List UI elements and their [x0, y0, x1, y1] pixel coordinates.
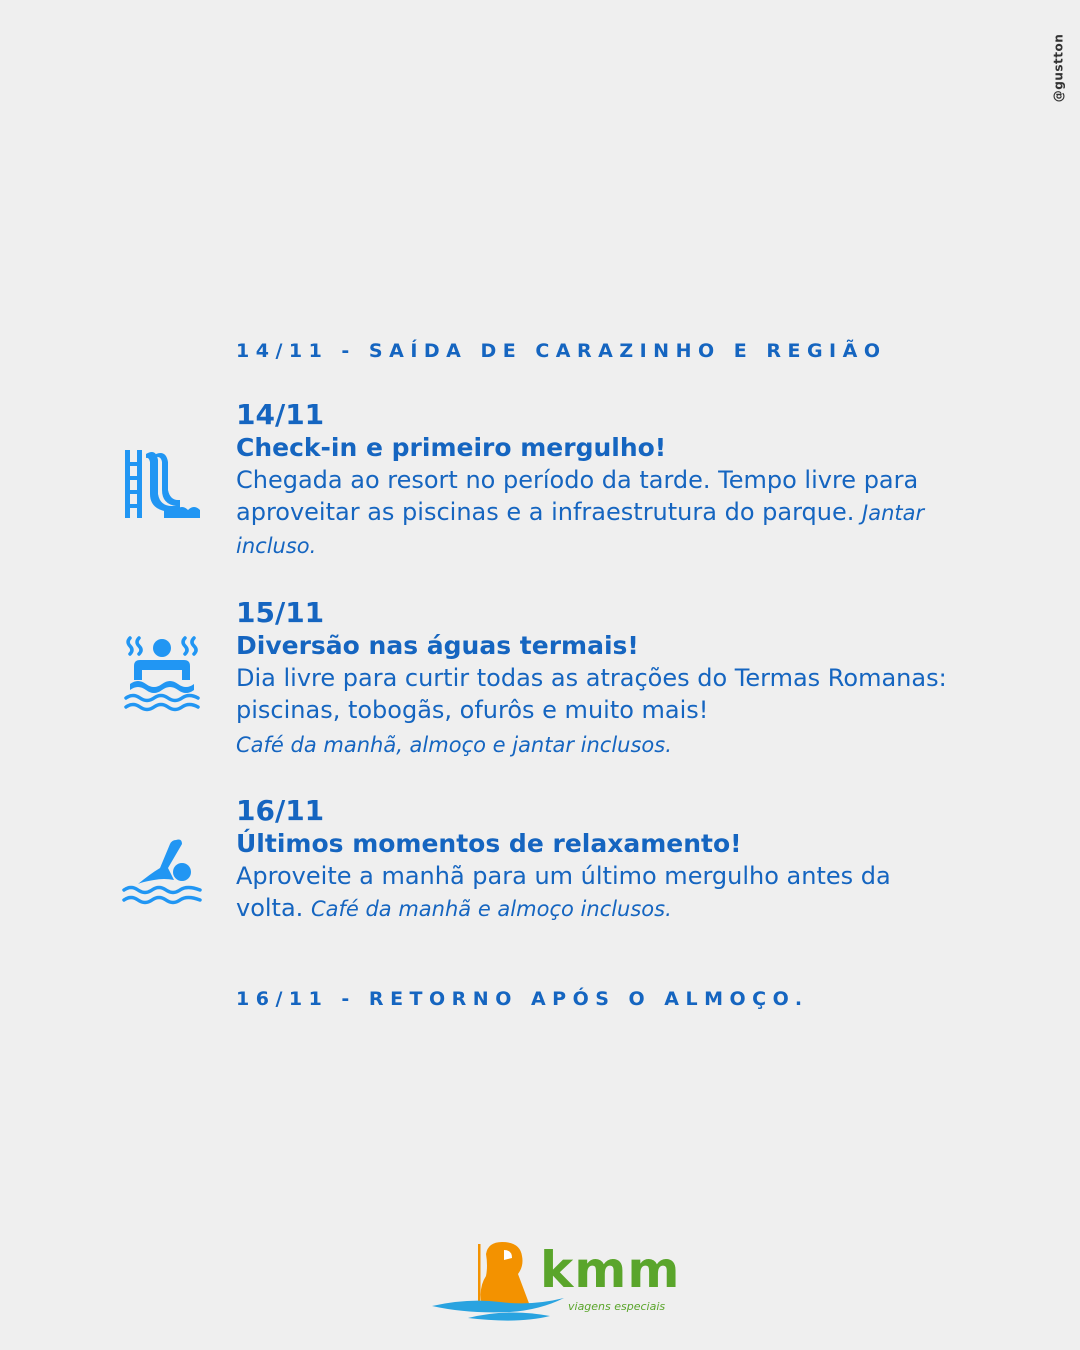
day-title: Diversão nas águas termais!	[236, 631, 639, 660]
day-card-3	[236, 794, 956, 925]
departure-line: 14/11 - SAÍDA DE CARAZINHO E REGIÃO	[236, 340, 887, 362]
day-date: 16/11	[236, 794, 325, 827]
day-note: Jantar incluso.	[236, 501, 925, 558]
day-card-1	[236, 398, 956, 562]
day-note: Café da manhã, almoço e jantar inclusos.	[236, 733, 672, 757]
day-card-2	[236, 596, 956, 760]
day-title: Check-in e primeiro mergulho!	[236, 433, 667, 462]
day-note: Café da manhã e almoço inclusos.	[310, 897, 672, 921]
day-date: 15/11	[236, 596, 325, 629]
day-date: 14/11	[236, 398, 325, 431]
water-slide-icon	[120, 448, 204, 528]
kmm-logo	[428, 1236, 681, 1328]
day-description: Aproveite a manhã para um último mergulho antes da volta. Café da manhã e almoço inclusos.	[236, 862, 891, 922]
swimmer-icon	[120, 832, 204, 912]
return-line: 16/11 - RETORNO APÓS O ALMOÇO.	[236, 988, 809, 1010]
day-description: Dia livre para curtir todas as atrações do Termas Romanas: piscinas, tobogãs, ofurôs e muito mais!	[236, 664, 947, 724]
brand-tagline: viagens especiais	[568, 1300, 666, 1313]
brand-name: kmm	[540, 1241, 681, 1299]
day-description: Chegada ao resort no período da tarde. Tempo livre para aproveitar as piscinas e a infraestrutura do parque. Jantar incluso.	[236, 466, 925, 558]
watermark: @gustton	[1051, 33, 1066, 103]
hot-spring-icon	[120, 632, 204, 712]
day-title: Últimos momentos de relaxamento!	[236, 829, 742, 858]
